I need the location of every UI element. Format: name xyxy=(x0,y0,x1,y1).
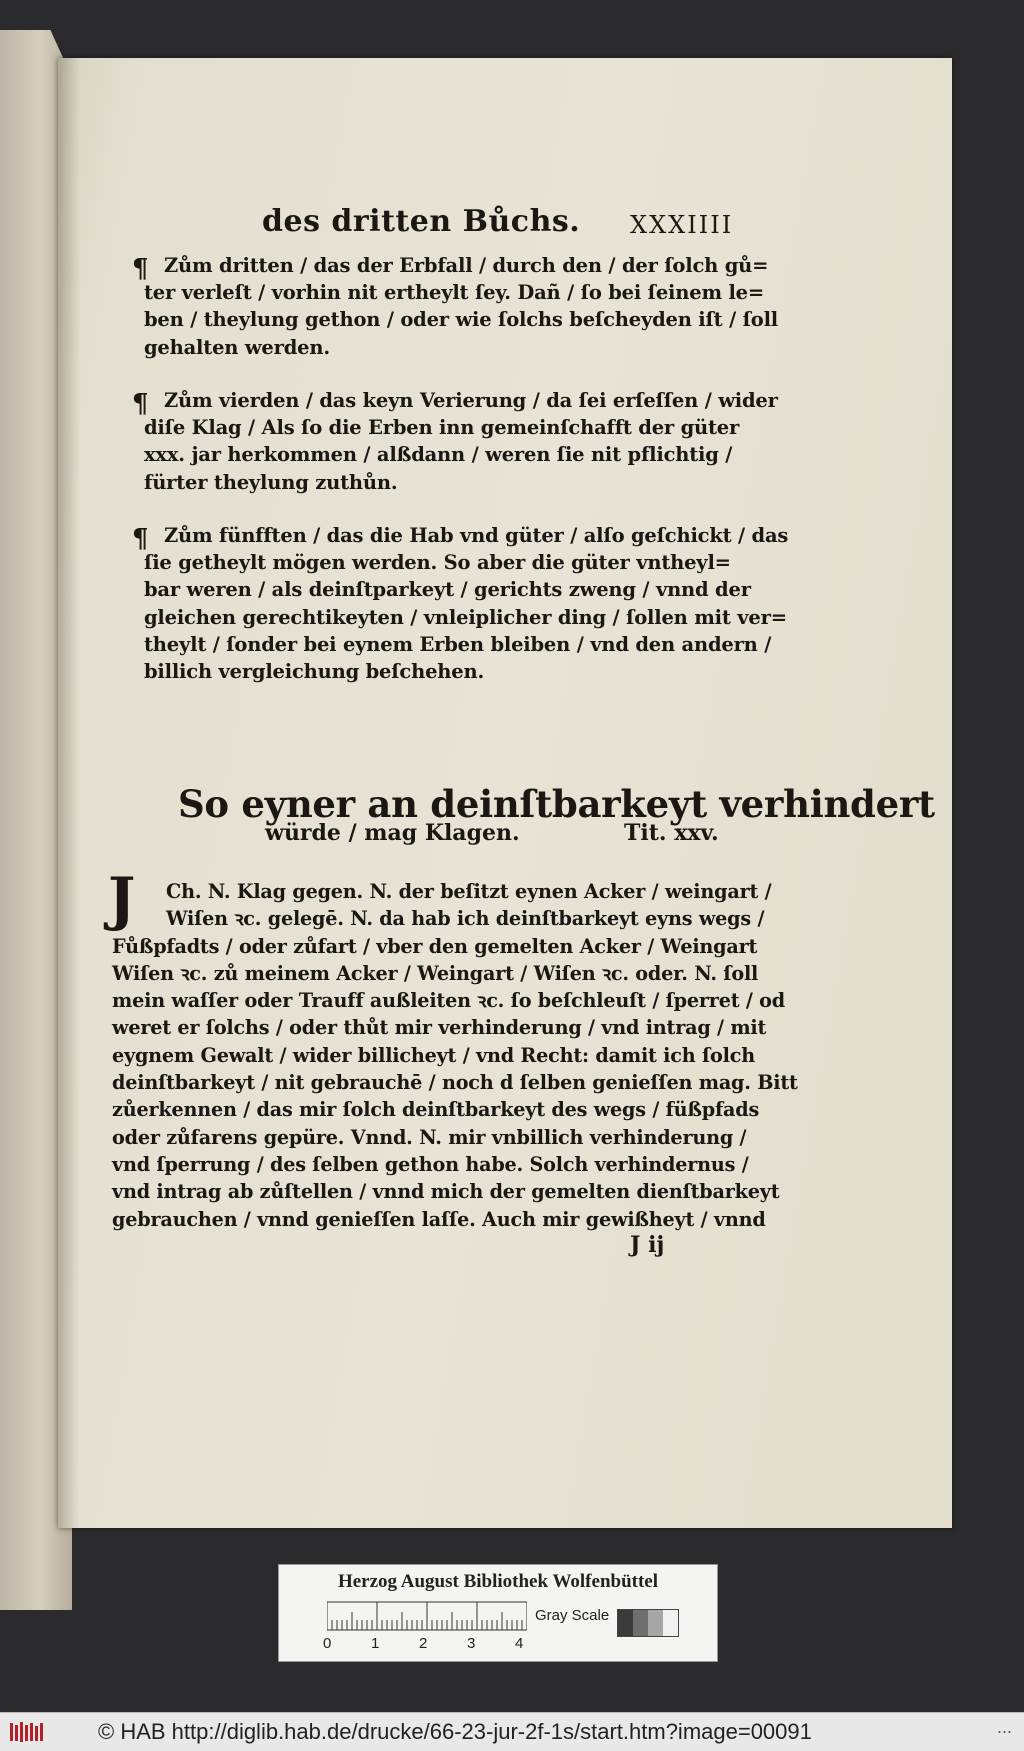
gray-scale-label: Gray Scale xyxy=(535,1607,610,1624)
text-line: fürter theylung zuthůn. xyxy=(144,470,398,494)
pilcrow-icon: ¶ xyxy=(132,524,149,554)
section-heading: So eyner an deinſtbarkeyt verhindert xyxy=(178,782,935,826)
paragraph-3 xyxy=(132,522,789,685)
copyright-url[interactable]: © HAB http://diglib.hab.de/drucke/66-23-jur-2f-1s/start.htm?image=00091 xyxy=(98,1719,812,1744)
text-line: deinſtbarkeyt / nit gebrauchē / noch d ſelben genieſſen mag. Bitt xyxy=(112,1071,798,1095)
hab-logo-icon xyxy=(10,1721,46,1743)
scale-number: 0 xyxy=(323,1635,332,1652)
paragraph-2 xyxy=(132,387,778,496)
text-line: diſe Klag / Als ſo die Erben inn gemeinſchafft der güter xyxy=(144,416,740,440)
page-gutter-shadow xyxy=(58,58,80,1528)
body-text xyxy=(112,878,798,1233)
section-subheading: würde / mag Klagen. xyxy=(265,820,520,846)
text-line: vnd intrag ab zůſtellen / vnnd mich der gemelten dienſtbarkeyt xyxy=(112,1180,780,1204)
gray-scale-swatch xyxy=(617,1609,679,1637)
text-line: Zům dritten / das der Erbfall / durch den / der ſolch gů= xyxy=(164,254,769,277)
text-line: Wiſen ꝛc. gelegē. N. da hab ich deinſtbarkeyt eyns wegs / xyxy=(166,907,765,931)
paragraph-1 xyxy=(132,252,778,361)
text-line: Ch. N. Klag gegen. N. der beſitzt eynen Acker / weingart / xyxy=(166,880,772,903)
text-line: billich vergleichung beſchehen. xyxy=(144,659,485,683)
text-line: eygnem Gewalt / wider billicheyt / vnd Recht: damit ich ſolch xyxy=(112,1043,755,1067)
scale-number: 3 xyxy=(467,1635,476,1652)
color-scale-target xyxy=(278,1564,718,1662)
text-line: oder zůfarens gepüre. Vnnd. N. mir vnbillich verhinderung / xyxy=(112,1125,747,1149)
scale-number: 1 xyxy=(371,1635,380,1652)
text-line: gehalten werden. xyxy=(144,335,330,359)
text-line: gebrauchen / vnnd genieſſen laſſe. Auch mir gewißheyt / vnnd xyxy=(112,1207,766,1231)
pilcrow-icon: ¶ xyxy=(132,389,149,419)
signature-mark: J ij xyxy=(630,1232,665,1258)
text-line: Zům fünfften / das die Hab vnd güter / alſo geſchickt / das xyxy=(164,524,789,547)
folio-number: XXXIIII xyxy=(630,211,734,239)
text-line: xxx. jar herkommen / alßdann / weren ſie nit pflichtig / xyxy=(144,443,733,467)
text-line: mein waſſer oder Trauff außleiten ꝛc. ſo beſchleuſt / ſperret / od xyxy=(112,989,785,1013)
scale-ruler xyxy=(327,1601,527,1631)
scale-number: 4 xyxy=(515,1635,524,1652)
running-header: des dritten Bůchs. xyxy=(262,204,581,239)
text-line: Wiſen ꝛc. zů meinem Acker / Weingart / Wiſen ꝛc. oder. N. ſoll xyxy=(112,961,759,985)
text-line: ben / theylung gethon / oder wie ſolchs beſcheyden iſt / ſoll xyxy=(144,308,778,332)
library-name: Herzog August Bibliothek Wolfenbüttel xyxy=(337,1571,659,1592)
text-line: ter verleſt / vorhin nit ertheylt ſey. Dañ / ſo bei ſeinem le= xyxy=(144,281,765,305)
more-icon[interactable]: ... xyxy=(996,1717,1012,1737)
text-line: Fůßpfadts / oder zůfart / vber den gemelten Acker / Weingart xyxy=(112,934,758,958)
status-bar xyxy=(0,1712,1024,1751)
text-line: theylt / ſonder bei eynem Erben bleiben / vnd den andern / xyxy=(144,632,772,656)
text-line: weret er ſolchs / oder thůt mir verhinderung / vnd intrag / mit xyxy=(112,1016,767,1040)
text-line: bar weren / als deinſtparkeyt / gerichts zweng / vnnd der xyxy=(144,578,751,602)
pilcrow-icon: ¶ xyxy=(132,254,149,284)
text-line: Zům vierden / das keyn Verierung / da ſei erſeſſen / wider xyxy=(164,389,778,412)
drop-initial: J xyxy=(108,865,136,933)
text-line: ſie getheylt mögen werden. So aber die güter vntheyl= xyxy=(144,551,731,575)
title-number: Tit. xxv. xyxy=(624,820,719,846)
text-line: gleichen gerechtikeyten / vnleiplicher ding / ſollen mit ver= xyxy=(144,605,787,629)
text-line: zůerkennen / das mir ſolch deinſtbarkeyt des wegs / füßpfads xyxy=(112,1098,760,1122)
text-line: vnd ſperrung / des ſelben gethon habe. Solch verhindernus / xyxy=(112,1152,749,1176)
scale-number: 2 xyxy=(419,1635,428,1652)
